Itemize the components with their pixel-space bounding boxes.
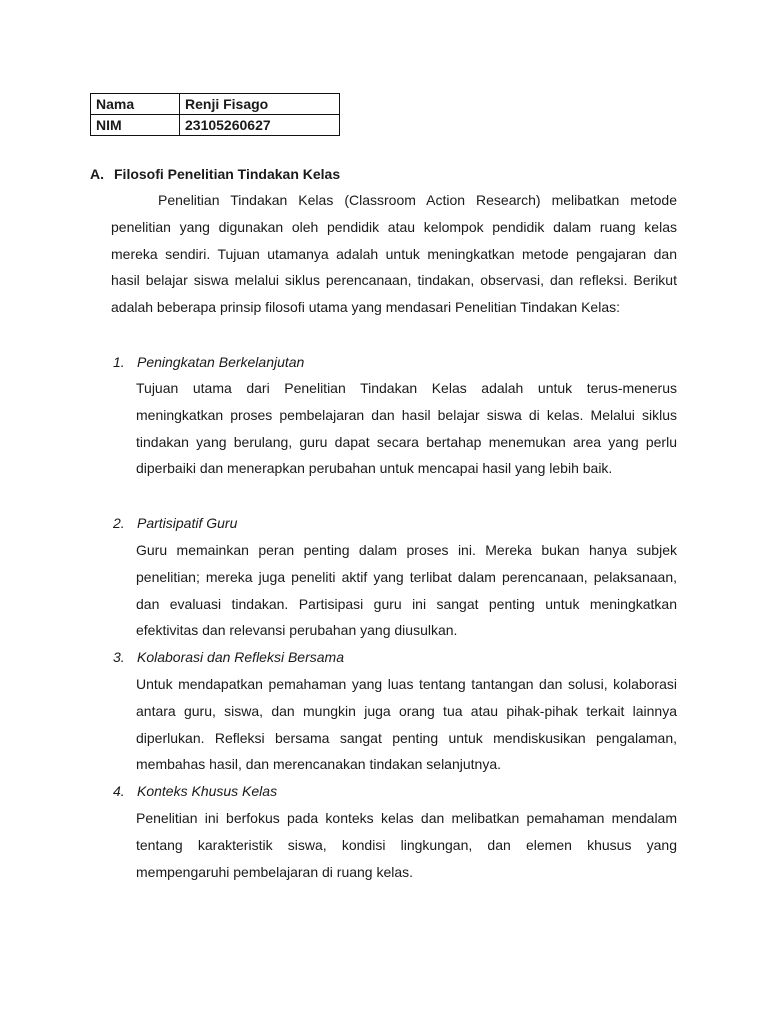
identity-value-nim: 23105260627	[180, 115, 340, 136]
item-heading-3: Kolaborasi dan Refleksi Bersama	[137, 649, 344, 665]
item-number-4: 4.	[113, 783, 125, 799]
section-title: Filosofi Penelitian Tindakan Kelas	[114, 166, 341, 182]
identity-label-name: Nama	[91, 94, 180, 115]
identity-row-name	[91, 94, 340, 115]
identity-row-nim	[91, 115, 340, 136]
item-title-3	[113, 647, 344, 667]
item-title-2	[113, 513, 237, 533]
identity-table	[90, 93, 340, 136]
item-number-3: 3.	[113, 649, 125, 665]
identity-label-nim: NIM	[91, 115, 180, 136]
item-body-2: Guru memainkan peran penting dalam proses ini. Mereka bukan hanya subjek penelitian; mereka juga peneliti aktif yang terlibat dalam perencanaan, pelaksanaan, dan evaluasi tindakan. Partisipasi guru ini sangat penting untuk meningkatkan efektivitas dan relevansi perubahan yang diusulkan.	[136, 542, 677, 639]
item-body-4: Penelitian ini berfokus pada konteks kelas dan melibatkan pemahaman mendalam tentang karakteristik siswa, kondisi lingkungan, dan elemen khusus yang mempengaruhi pembelajaran di ruang kelas.	[136, 810, 677, 880]
item-title-4	[113, 781, 277, 801]
identity-value-name: Renji Fisago	[180, 94, 340, 115]
section-letter: A.	[90, 166, 104, 182]
item-heading-2: Partisipatif Guru	[137, 515, 238, 531]
intro-paragraph: Penelitian Tindakan Kelas (Classroom Action Research) melibatkan metode penelitian yang digunakan oleh pendidik atau kelompok pendidik dalam ruang kelas mereka sendiri. Tujuan utamanya adalah untuk meningkatkan metode pengajaran dan hasil belajar siswa melalui siklus perencanaan, tindakan, observasi, dan refleksi. Berikut adalah beberapa prinsip filosofi utama yang mendasari Penelitian Tindakan Kelas:	[111, 192, 677, 316]
section-heading	[90, 165, 340, 183]
item-heading-4: Konteks Khusus Kelas	[137, 783, 278, 799]
item-number-2: 2.	[113, 515, 125, 531]
item-heading-1: Peningkatan Berkelanjutan	[137, 354, 305, 370]
item-body-1: Tujuan utama dari Penelitian Tindakan Kelas adalah untuk terus-menerus meningkatkan proses pembelajaran dan hasil belajar siswa di kelas. Melalui siklus tindakan yang berulang, guru dapat secara bertahap menemukan area yang perlu diperbaiki dan menerapkan perubahan untuk mencapai hasil yang lebih baik.	[136, 380, 677, 477]
item-number-1: 1.	[113, 354, 125, 370]
item-body-3: Untuk mendapatkan pemahaman yang luas tentang tantangan dan solusi, kolaborasi antara guru, siswa, dan mungkin juga orang tua atau pihak-pihak terkait lainnya diperlukan. Refleksi bersama sangat penting untuk mendiskusikan pengalaman, membahas hasil, dan merencanakan tindakan selanjutnya.	[136, 676, 677, 773]
item-title-1	[113, 352, 304, 372]
